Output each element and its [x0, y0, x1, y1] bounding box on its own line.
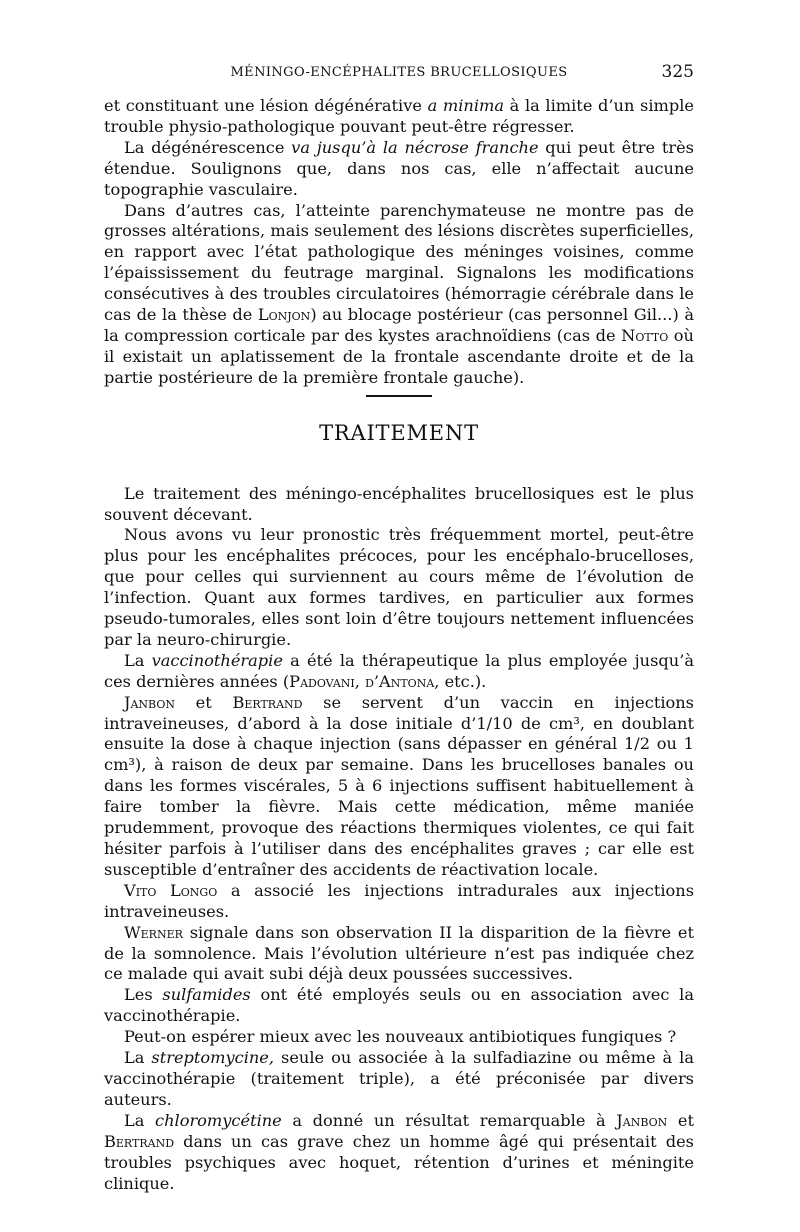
- running-head: [104, 62, 694, 84]
- section-heading: TRAITEMENT: [319, 420, 479, 445]
- paragraph: La chloromycétine a donné un résultat remarquable à Janbon et Bertrand dans un cas grave chez un homme âgé qui présentait des troubles psychiques avec hoquet, rétention d’urines et méningite clinique.: [104, 1110, 695, 1193]
- paragraph: et constituant une lésion dégénérative a minima à la limite d’un simple trouble physio-pathologique pouvant peut-être régresser.: [104, 96, 694, 136]
- paragraph: La dégénérescence va jusqu’à la nécrose franche qui peut être très étendue. Soulignons que, dans nos cas, elle n’affectait aucune topographie vasculaire.: [104, 137, 694, 199]
- paragraph: Vito Longo a associé les injections intradurales aux injections intraveineuses.: [104, 880, 695, 921]
- running-title: MÉNINGO-ENCÉPHALITES BRUCELLOSIQUES: [230, 65, 568, 80]
- paragraph: Werner signale dans son observation II la disparition de la fièvre et de la somnolence. Mais l’évolution ultérieure n’est pas indiquée chez ce malade qui avait subi déjà deux poussées successives.: [104, 922, 694, 984]
- paragraph: Dans d’autres cas, l’atteinte parenchymateuse ne montre pas de grosses altérations, mais seulement des lésions discrètes superficielles, en rapport avec l’état pathologique des méninges voisines, comme l’épaississement du feutrage marginal. Signalons les modifications consécutives à des troubles circulatoires (hémorragie cérébrale dans le cas de la thèse de Lonjon) au blocage postérieur (cas personnel Gil...) à la compression corticale par des kystes arachnoïdiens (cas de Notto où il existait un aplatissement de la frontale ascendante droite et de la partie postérieure de la première frontale gauche).: [104, 200, 694, 387]
- paragraph: La streptomycine, seule ou associée à la sulfadiazine ou même à la vaccinothérapie (traitement triple), a été préconisée par divers auteurs.: [104, 1048, 694, 1109]
- paragraph: La vaccinothérapie a été la thérapeutique la plus employée jusqu’à ces dernières années (Padovani, d’Antona, etc.).: [104, 650, 694, 691]
- body-text: [104, 96, 694, 1194]
- section-divider: [366, 395, 432, 397]
- paragraph: Les sulfamides ont été employés seuls ou en association avec la vaccinothérapie.: [104, 985, 694, 1026]
- page-number: 325: [661, 62, 694, 82]
- paragraph: Nous avons vu leur pronostic très fréquemment mortel, peut-être plus pour les encéphalites précoces, pour les encéphalo-brucelloses, que pour celles qui surviennent au cours même de l’évolution de l’infection. Quant aux formes tardives, en particulier aux formes pseudo-tumorales, elles sont loin d’être toujours nettement influencées par la neuro-chirurgie.: [104, 525, 694, 649]
- paragraph: Le traitement des méningo-encéphalites brucellosiques est le plus souvent décevant.: [104, 483, 694, 524]
- paragraph: Peut-on espérer mieux avec les nouveaux antibiotiques fungiques ?: [124, 1027, 677, 1047]
- paragraph: Janbon et Bertrand se servent d’un vaccin en injections intraveineuses, d’abord à la dose initiale d’1/10 de cm³, en doublant ensuite la dose à chaque injection (sans dépasser en général 1/2 ou 1 cm³), à raison de deux par semaine. Dans les brucelloses banales ou dans les formes viscérales, 5 à 6 injections suffisent habituellement à faire tomber la fièvre. Mais cette médication, même maniée prudemment, provoque des réactions thermiques violentes, ce qui fait hésiter parfois à l’utiliser dans des encéphalites graves ; car elle est susceptible d’entraîner des accidents de réactivation locale.: [104, 692, 694, 879]
